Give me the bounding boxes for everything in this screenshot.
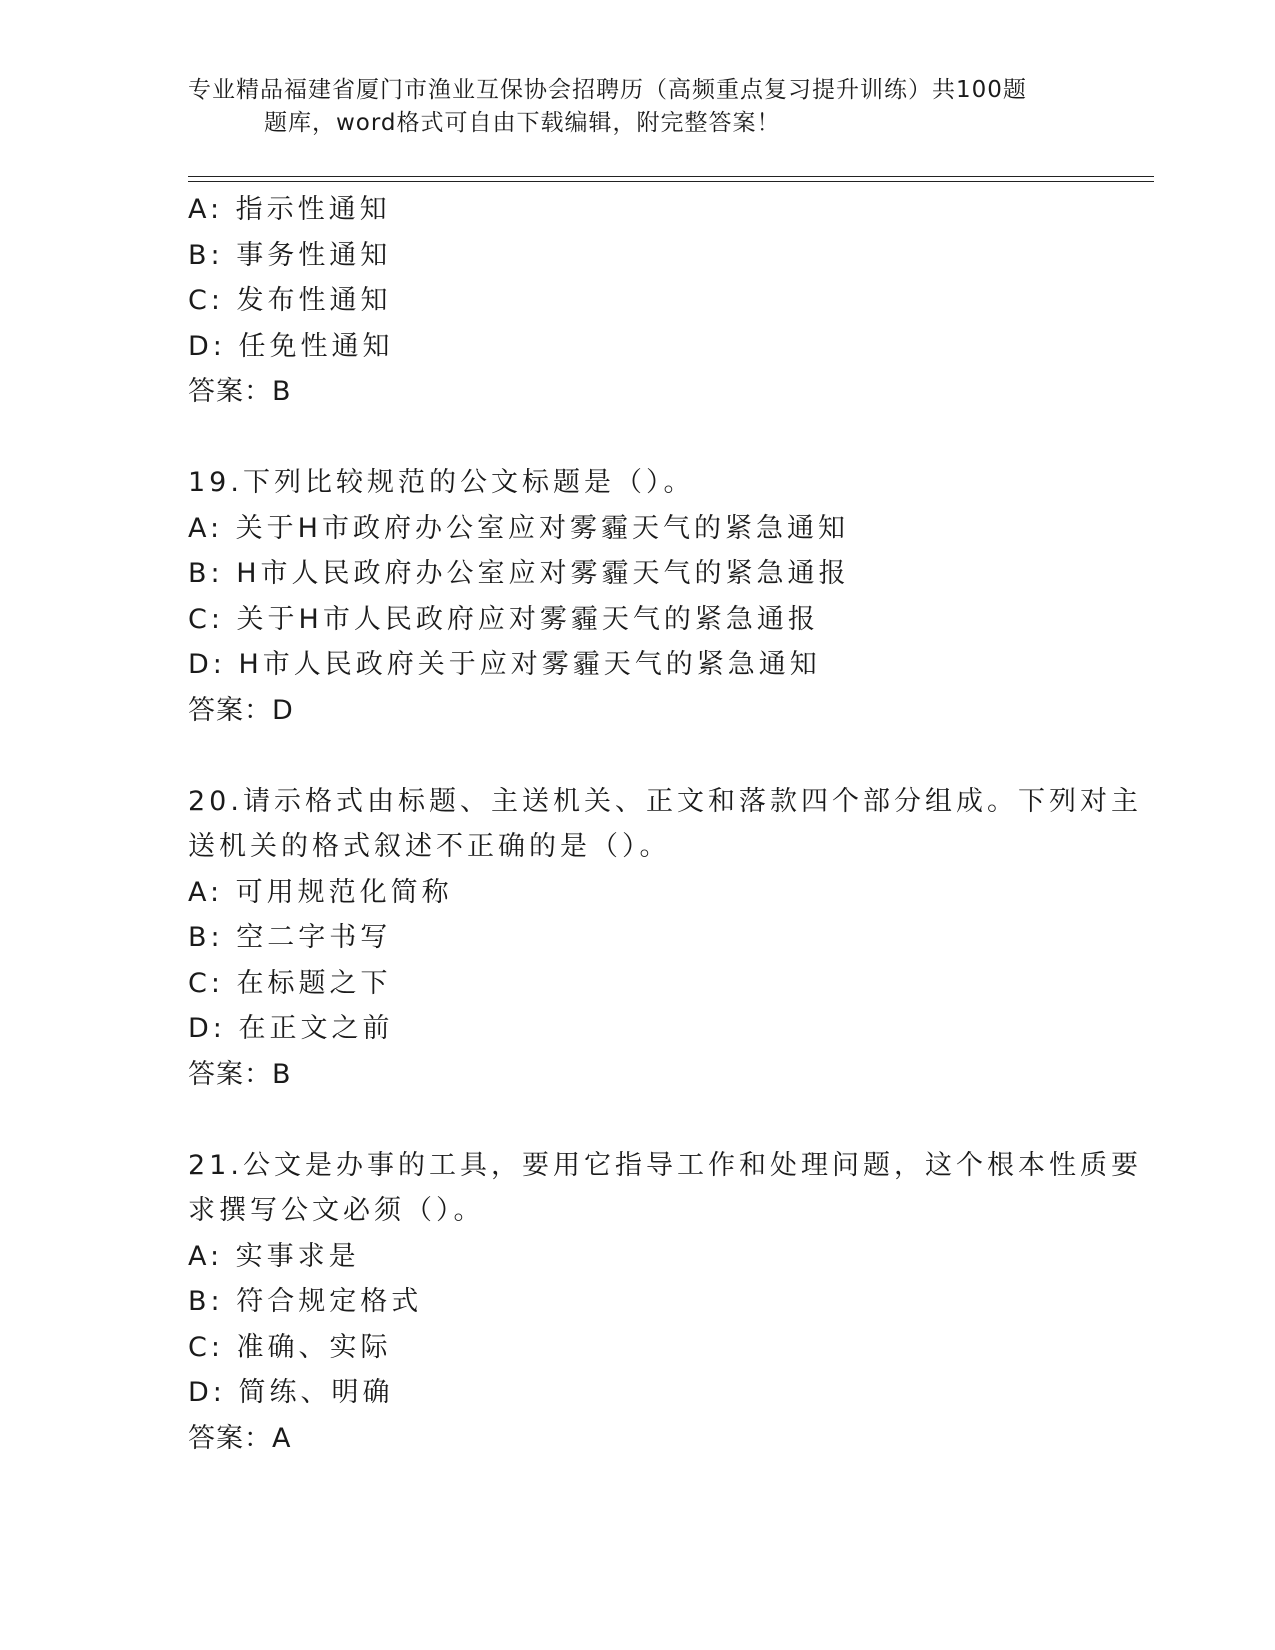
option-c: C: 发布性通知	[188, 285, 392, 316]
answer-line: 答案：A	[188, 1422, 292, 1454]
option-c: C: 关于H市人民政府应对雾霾天气的紧急通报	[188, 603, 819, 635]
spacer	[188, 415, 1088, 461]
answer-line: 答案：B	[188, 376, 292, 407]
option-a: A: 关于H市政府办公室应对雾霾天气的紧急通知	[188, 512, 849, 544]
option-d: D: H市人民政府关于应对雾霾天气的紧急通知	[188, 649, 821, 680]
option-d: D: 在正文之前	[188, 1013, 394, 1044]
header-title-line1: 专业精品福建省厦门市渔业互保协会招聘历（高频重点复习提升训练）共100题	[188, 77, 1027, 103]
option-b: B: 事务性通知	[188, 239, 392, 271]
question-stem: 19.下列比较规范的公文标题是（）。	[188, 467, 695, 498]
spacer	[188, 733, 1088, 779]
header-divider-bottom	[188, 181, 1154, 182]
answer-line: 答案：B	[188, 1058, 292, 1090]
answer-line: 答案：D	[188, 694, 294, 726]
document-header	[188, 74, 1068, 140]
option-d: D: 任免性通知	[188, 330, 394, 362]
header-divider-top	[188, 176, 1154, 177]
question-block-20	[188, 779, 1142, 1098]
option-a: A: 可用规范化简称	[188, 876, 453, 908]
option-c: C: 在标题之下	[188, 967, 392, 999]
question-stem: 20.请示格式由标题、主送机关、正文和落款四个部分组成。下列对主	[188, 785, 1142, 817]
option-d: D: 简练、明确	[188, 1377, 394, 1408]
option-b: B: 符合规定格式	[188, 1286, 423, 1317]
question-block-18	[188, 187, 1088, 415]
question-stem-continued: 求撰写公文必须（）。	[188, 1195, 485, 1226]
spacer	[188, 1097, 1088, 1143]
question-list	[188, 187, 1142, 1461]
option-a: A: 实事求是	[188, 1240, 360, 1272]
option-b: B: 空二字书写	[188, 922, 392, 953]
option-a: A: 指示性通知	[188, 194, 391, 225]
question-block-19	[188, 460, 1088, 733]
option-b: B: H市人民政府办公室应对雾霾天气的紧急通报	[188, 558, 850, 589]
question-stem-continued: 送机关的格式叙述不正确的是（）。	[188, 831, 671, 862]
header-title-line2: 题库，word格式可自由下载编辑，附完整答案！	[264, 110, 781, 136]
question-block-21	[188, 1143, 1142, 1462]
option-c: C: 准确、实际	[188, 1331, 392, 1363]
question-stem: 21.公文是办事的工具，要用它指导工作和处理问题，这个根本性质要	[188, 1149, 1142, 1181]
